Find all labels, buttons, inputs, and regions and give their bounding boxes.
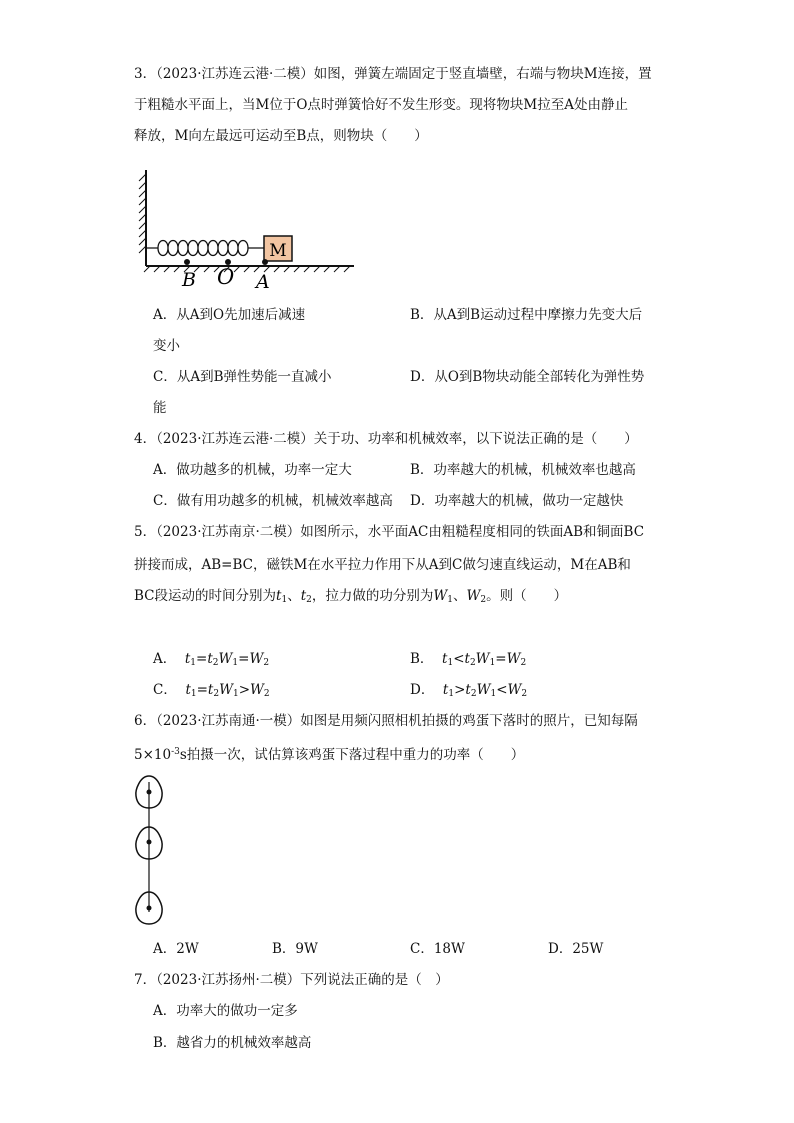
q6-option-c: C．18W xyxy=(410,941,465,957)
q7-option-a: A．功率大的做功一定多 xyxy=(153,1003,298,1019)
q3-line-3: 释放，M向左最远可运动至B点，则物块（ ） xyxy=(134,128,428,144)
q3-option-c: C．从A到B弹性势能一直减小 xyxy=(153,369,332,385)
q3-option-b: B．从A到B运动过程中摩擦力先变大后 xyxy=(410,307,643,323)
q5-option-b: B． $t_1<t_2W_1=W_2$ xyxy=(410,651,527,668)
q5-option-a: A． $t_1=t_2W_1=W_2$ xyxy=(153,651,270,668)
point-o-label: O xyxy=(217,265,235,289)
q5-line-2: 拼接而成，AB=BC，磁铁M在水平拉力作用下从A到C做匀速直线运动，M在AB和 xyxy=(134,557,631,573)
q5-option-d: D． $t_1>t_2W_1<W_2$ xyxy=(410,682,528,699)
q5-line-1: 5．（2023·江苏南京·二模）如图所示，水平面AC由粗糙程度相同的铁面AB和铜面BC xyxy=(134,524,645,540)
egg-1-center xyxy=(147,790,152,795)
q4-option-d: D．功率越大的机械，做功一定越快 xyxy=(410,493,624,509)
q3-option-b-wrap: 变小 xyxy=(153,338,180,354)
block-label: M xyxy=(269,241,287,261)
spring-coil xyxy=(146,241,264,256)
q6-option-a: A．2W xyxy=(153,941,199,957)
egg-3-center xyxy=(147,906,152,911)
q4-option-a: A．做功越多的机械，功率一定大 xyxy=(153,462,352,478)
egg-2-center xyxy=(147,840,152,845)
q4-option-c: C．做有用功越多的机械，机械效率越高 xyxy=(153,493,393,509)
q5-line-3: BC段运动的时间分别为$t_1$、$t_2$，拉力做的功分别为$W_1$、$W_2$。则（ ） xyxy=(134,588,568,605)
falling-egg-figure xyxy=(130,772,170,934)
q7-option-b: B．越省力的机械效率越高 xyxy=(153,1035,312,1051)
q3-option-d: D．从O到B物块动能全部转化为弹性势 xyxy=(410,369,645,385)
q3-option-d-wrap: 能 xyxy=(153,400,167,416)
q6-option-b: B．9W xyxy=(272,941,318,957)
q6-line-1: 6．（2023·江苏南通·一模）如图是用频闪照相机拍摄的鸡蛋下落时的照片，已知每隔 xyxy=(134,713,638,729)
q6-line-2: $5\times 10^{-3}s$拍摄一次，试估算该鸡蛋下落过程中重力的功率（ ） xyxy=(134,747,525,763)
q4-line: 4．（2023·江苏连云港·二模）关于功、功率和机械效率，以下说法正确的是（ ） xyxy=(134,431,638,447)
point-b-dot xyxy=(184,259,190,265)
wall-hatch xyxy=(139,174,146,253)
q3-line-2: 于粗糙水平面上，当M位于O点时弹簧恰好不发生形变。现将物块M拉至A处由静止 xyxy=(134,97,628,113)
q5-option-c: C． $t_1=t_2W_1>W_2$ xyxy=(153,682,270,699)
point-b-label: B xyxy=(182,269,196,291)
q7-line: 7．（2023·江苏扬州·二模）下列说法正确的是（ ） xyxy=(134,972,449,988)
spring-block-figure xyxy=(136,164,360,292)
q4-option-b: B．功率越大的机械，机械效率也越高 xyxy=(410,462,636,478)
q6-option-d: D．25W xyxy=(548,941,604,957)
point-a-dot xyxy=(262,259,268,265)
q3-line-1: 3．（2023·江苏连云港·二模）如图，弹簧左端固定于竖直墙壁，右端与物块M连接，置 xyxy=(134,66,652,82)
point-a-label: A xyxy=(256,271,270,292)
q3-option-a: A．从A到O先加速后减速 xyxy=(153,307,306,323)
